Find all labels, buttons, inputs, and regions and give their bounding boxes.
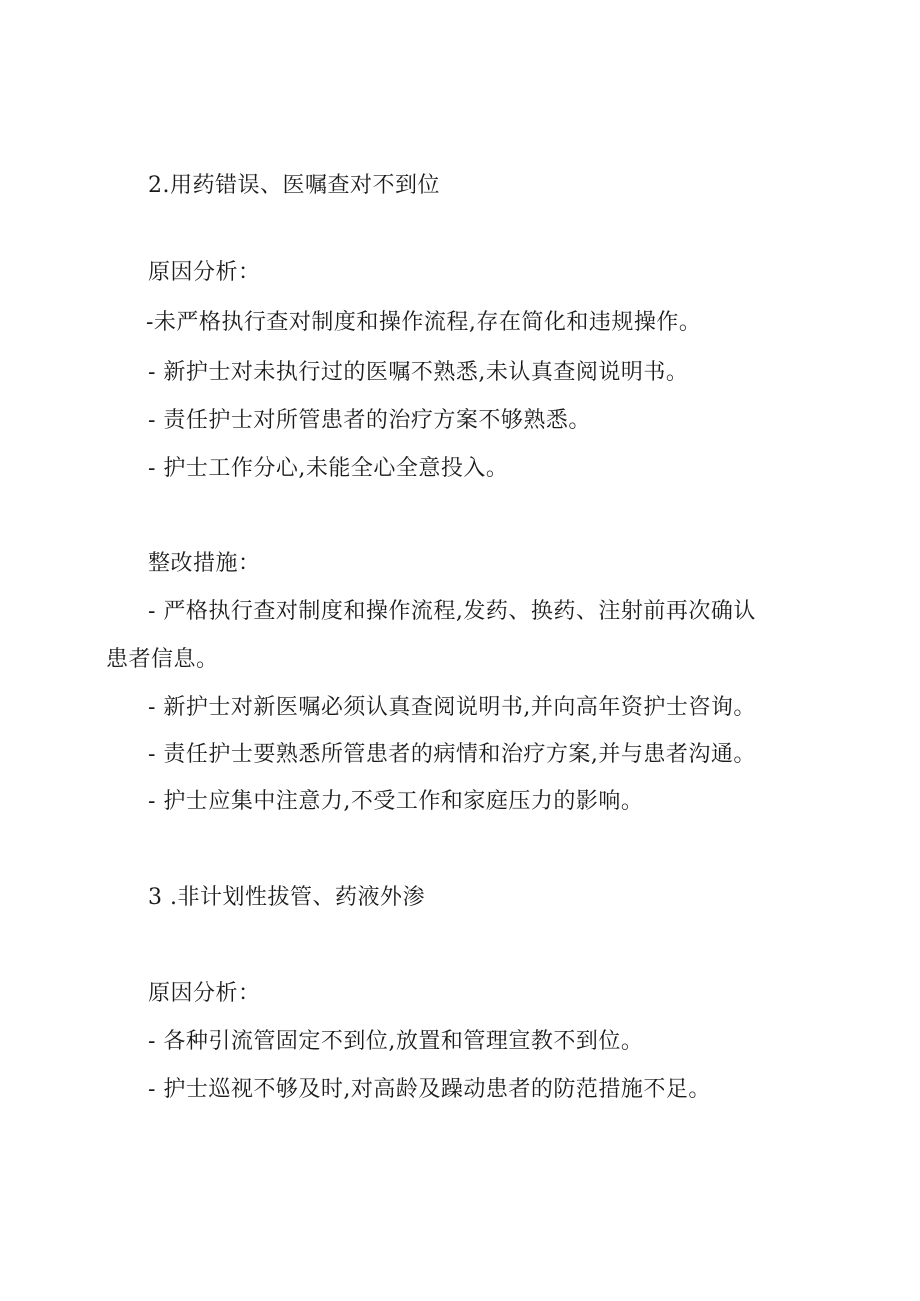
- section-2-measure-item: - 责任护士要熟悉所管患者的病情和治疗方案,并与患者沟通。: [148, 742, 756, 767]
- section-3-cause-item: - 护士巡视不够及时,对高龄及躁动患者的防范措施不足。: [148, 1077, 711, 1102]
- section-3-cause-item: - 各种引流管固定不到位,放置和管理宣教不到位。: [148, 1029, 644, 1054]
- section-2-cause-label: 原因分析：: [148, 260, 261, 285]
- section-2-cause-item: - 责任护士对所管患者的治疗方案不够熟悉。: [148, 408, 591, 433]
- section-2-measures-label: 整改措施：: [148, 551, 261, 576]
- section-2-measure-item: - 严格执行查对制度和操作流程,发药、换药、注射前再次确认: [148, 599, 756, 624]
- section-2-cause-item: - 护士工作分心,未能全心全意投入。: [148, 456, 509, 481]
- section-2-measure-item-continuation: 患者信息。: [106, 647, 219, 672]
- section-3-heading: 3 .非计划性拔管、药液外渗: [148, 885, 425, 910]
- section-2-cause-item: -未严格执行查对制度和操作流程,存在简化和违规操作。: [146, 310, 702, 335]
- section-2-cause-item: - 新护士对未执行过的医嘱不熟悉,未认真查阅说明书。: [148, 360, 689, 385]
- section-2-measure-item: - 护士应集中注意力,不受工作和家庭压力的影响。: [148, 789, 644, 814]
- section-2-heading: 2.用药错误、医嘱查对不到位: [148, 173, 440, 198]
- section-3-cause-label: 原因分析：: [148, 981, 261, 1006]
- section-2-measure-item: - 新护士对新医嘱必须认真查阅说明书,并向高年资护士咨询。: [148, 695, 756, 720]
